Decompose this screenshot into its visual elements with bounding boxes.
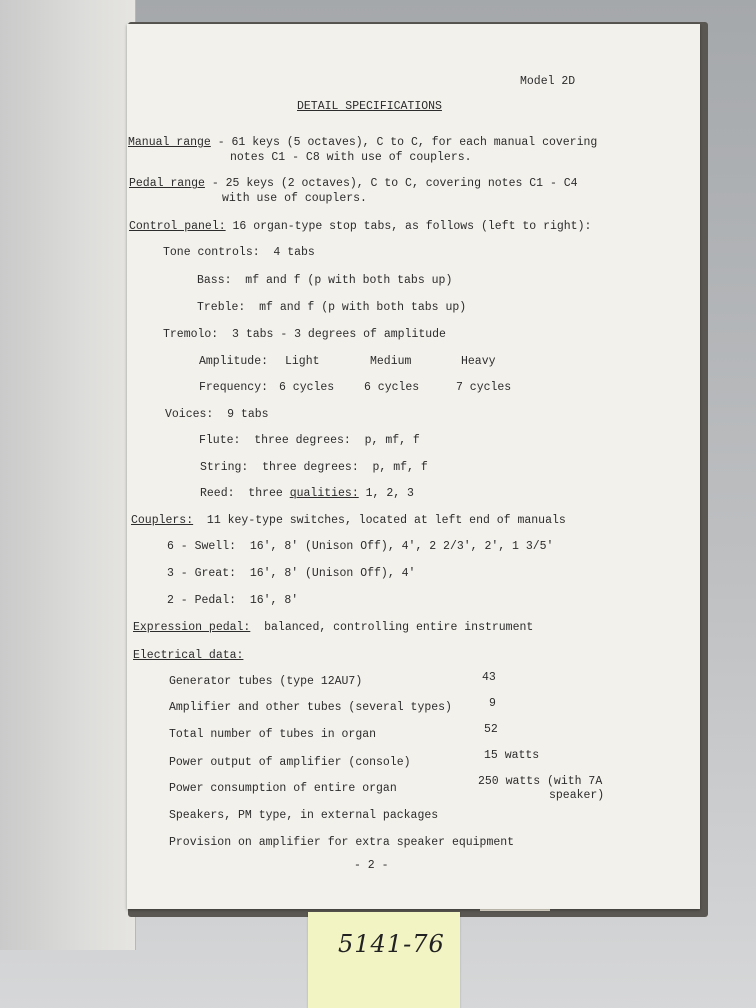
couplers-text: 11 key-type switches, located at left end of manuals: [193, 514, 566, 527]
pedal-range-text: - 25 keys (2 octaves), C to C, covering notes C1 - C4: [204, 177, 578, 190]
manual-range-label: Manual range: [128, 136, 211, 149]
electrical-value-total: 52: [484, 723, 498, 736]
amplitude-medium: Medium: [370, 355, 412, 368]
electrical-value-power-consumption-line2: speaker): [549, 789, 605, 802]
voices-line: Voices: 9 tabs: [165, 408, 269, 421]
expression-label: Expression pedal:: [133, 621, 251, 634]
sticky-note-text: 5141-76: [338, 930, 445, 958]
electrical-label: Electrical data:: [133, 649, 244, 662]
control-panel-label: Control panel:: [129, 220, 226, 233]
treble-line: Treble: mf and f (p with both tabs up): [197, 301, 467, 314]
frequency-heavy: 7 cycles: [456, 381, 512, 394]
couplers-line: [131, 514, 566, 528]
expression-line: [133, 621, 533, 635]
previous-page-sheet: [0, 0, 136, 950]
reed-suffix: 1, 2, 3: [358, 487, 414, 500]
frequency-light: 6 cycles: [279, 381, 335, 394]
electrical-value-power-consumption: 250 watts (with 7A: [478, 775, 603, 788]
electrical-item-generator: Generator tubes (type 12AU7): [169, 675, 363, 688]
couplers-label: Couplers:: [131, 514, 194, 527]
bass-line: Bass: mf and f (p with both tabs up): [197, 274, 453, 287]
manual-range-line1: [128, 136, 597, 150]
flute-line: Flute: three degrees: p, mf, f: [199, 434, 420, 447]
frequency-label: Frequency:: [199, 381, 269, 394]
electrical-value-power-output: 15 watts: [484, 749, 540, 762]
tone-controls: Tone controls: 4 tabs: [163, 246, 315, 259]
document-page: [127, 24, 700, 909]
frequency-medium: 6 cycles: [364, 381, 420, 394]
pedal-range-line1: [129, 177, 578, 191]
pedal-line: 2 - Pedal: 16', 8': [167, 594, 299, 607]
amplitude-label: Amplitude:: [199, 355, 269, 368]
amplitude-heavy: Heavy: [461, 355, 496, 368]
electrical-item-power-consumption: Power consumption of entire organ: [169, 782, 397, 795]
page-number: - 2 -: [354, 859, 389, 872]
great-line: 3 - Great: 16', 8' (Unison Off), 4': [167, 567, 416, 580]
reed-qualities: qualities:: [289, 487, 359, 500]
reed-line: [200, 487, 414, 501]
control-panel-text: 16 organ-type stop tabs, as follows (left to right):: [225, 220, 592, 233]
string-line: String: three degrees: p, mf, f: [200, 461, 428, 474]
tremolo-line: Tremolo: 3 tabs - 3 degrees of amplitude: [163, 328, 446, 341]
manual-range-text: - 61 keys (5 octaves), C to C, for each manual covering: [210, 136, 598, 149]
electrical-item-power-output: Power output of amplifier (console): [169, 756, 411, 769]
control-panel-line: [129, 220, 591, 234]
electrical-value-amplifier: 9: [489, 697, 496, 710]
page-title: DETAIL SPECIFICATIONS: [297, 100, 442, 113]
manual-range-line2: notes C1 - C8 with use of couplers.: [230, 151, 472, 164]
electrical-item-amplifier: Amplifier and other tubes (several types): [169, 701, 452, 714]
model-label: Model 2D: [520, 75, 576, 88]
expression-text: balanced, controlling entire instrument: [250, 621, 534, 634]
pedal-range-line2: with use of couplers.: [222, 192, 367, 205]
amplitude-light: Light: [285, 355, 320, 368]
electrical-item-provision: Provision on amplifier for extra speaker equipment: [169, 836, 515, 849]
electrical-value-generator: 43: [482, 671, 496, 684]
swell-line: 6 - Swell: 16', 8' (Unison Off), 4', 2 2/3', 2', 1 3/5': [167, 540, 554, 553]
pedal-range-label: Pedal range: [129, 177, 205, 190]
electrical-item-total: Total number of tubes in organ: [169, 728, 377, 741]
reed-prefix: Reed: three: [200, 487, 290, 500]
sticky-note: [308, 912, 460, 1008]
electrical-item-speakers: Speakers, PM type, in external packages: [169, 809, 439, 822]
